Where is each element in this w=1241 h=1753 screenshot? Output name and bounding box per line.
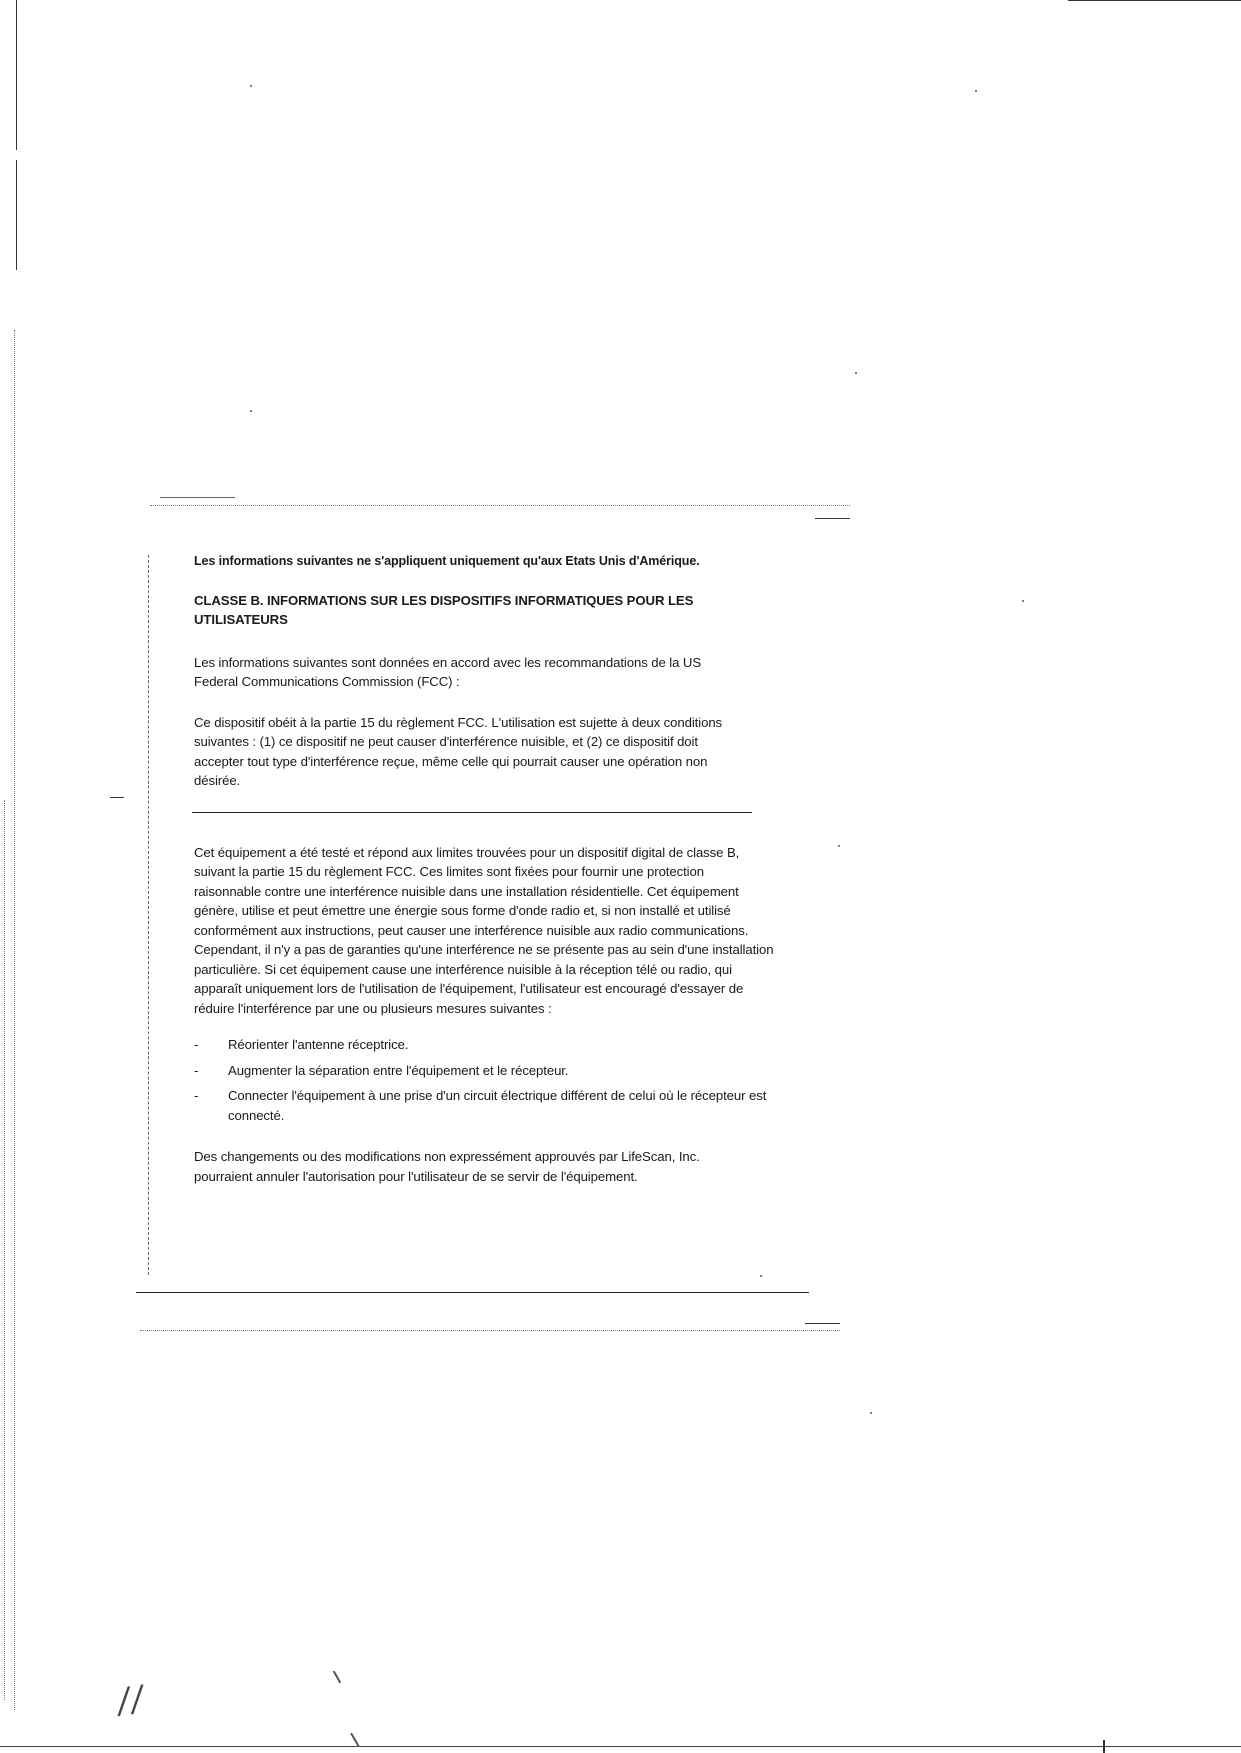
panel-top-right-mark [815,518,850,519]
conditions-paragraph: Ce dispositif obéit à la partie 15 du règlement FCC. L'utilisation est sujette à deux conditions suivantes : (1) ce dispositif ne peut causer d'interférence nuisible, et (2) ce dispositif doit accepter tout type d'interférence reçue, même celle qui pourrait causer une opération non désirée. [194,714,723,788]
panel-top-left-mark [160,497,235,498]
list-dash: - [194,1062,199,1078]
changes-paragraph: Des changements ou des modifications non expressément approuvés par LifeScan, Inc. pourraient annuler l'autorisation pour l'utilisateur de se servir de l'équipement. [194,1149,700,1184]
list-dash: - [194,1088,199,1103]
speck [870,1412,872,1414]
list-item [194,1035,768,1055]
speck [838,845,840,847]
scan-edge-left-top [16,0,17,150]
scan-edge-bottom-tick [1103,1740,1105,1753]
tested-paragraph: Cet équipement a été testé et répond aux limites trouvées pour un dispositif digital de classe B, suivant la partie 15 du règlement FCC. Ces limites sont fixées pour fournir une protection raisonnable contre une interférence nuisible dans une installation résidentielle. Cet équipement génère, utilise et peut émettre une énergie sous forme d'onde radio et, si non installé et utilisé conformément aux instructions, peut causer une interférence nuisible aux radio communications. Cependant, il n'y a pas de garanties qu'une interférence ne se présente pas au sein d'une installation particulière. Si cet équipement cause une interférence nuisible à la réception télé ou radio, qui apparaît uniquement lors de l'utilisation de l'équipement, l'utilisateur est encouragé d'essayer de réduire l'interférence par une ou plusieurs mesures suivantes : [194,844,774,1016]
speck [1022,600,1024,602]
scan-edge-left-dotted-2 [4,800,5,1700]
panel-top-dotted-edge [150,505,850,506]
scan-edge-bottom [0,1746,1241,1747]
list-item-text: Connecter l'équipement à une prise d'un circuit électrique différent de celui où le récepteur est connecté. [228,1088,767,1123]
us-only-note: Les informations suivantes ne s'appliquent uniquement qu'aux Etats Unis d'Amérique. [194,554,700,568]
panel-left-edge [148,555,149,1275]
scan-edge-top-right [1068,0,1241,1]
fcc-intro-paragraph: Les informations suivantes sont données en accord avec les recommandations de la US Federal Communications Commission (FCC) : [194,654,702,689]
speck [760,1275,762,1277]
handwritten-initials: // [115,1678,148,1722]
fcc-notice [194,552,774,1186]
speck [975,90,977,92]
list-item-text: Augmenter la séparation entre l'équipement et le récepteur. [228,1062,569,1078]
list-dash: - [194,1037,199,1052]
list-item [194,1061,768,1081]
panel-bottom-right-mark [805,1323,840,1324]
list-item-text: Réorienter l'antenne réceptrice. [228,1037,409,1052]
measures-list [194,1035,774,1125]
margin-tick [110,797,124,798]
panel-bottom-edge [136,1292,809,1293]
section-divider [192,812,752,813]
speck [333,1670,342,1683]
list-item [194,1086,768,1125]
scan-edge-left-dotted [14,330,15,1710]
speck [855,372,857,374]
speck [250,410,252,412]
panel-bottom-dotted-edge [140,1330,840,1331]
class-b-heading: CLASSE B. INFORMATIONS SUR LES DISPOSITIFS INFORMATIQUES POUR LES UTILISATEURS [194,592,694,627]
scan-edge-left-mid [16,160,17,270]
speck [250,85,252,87]
